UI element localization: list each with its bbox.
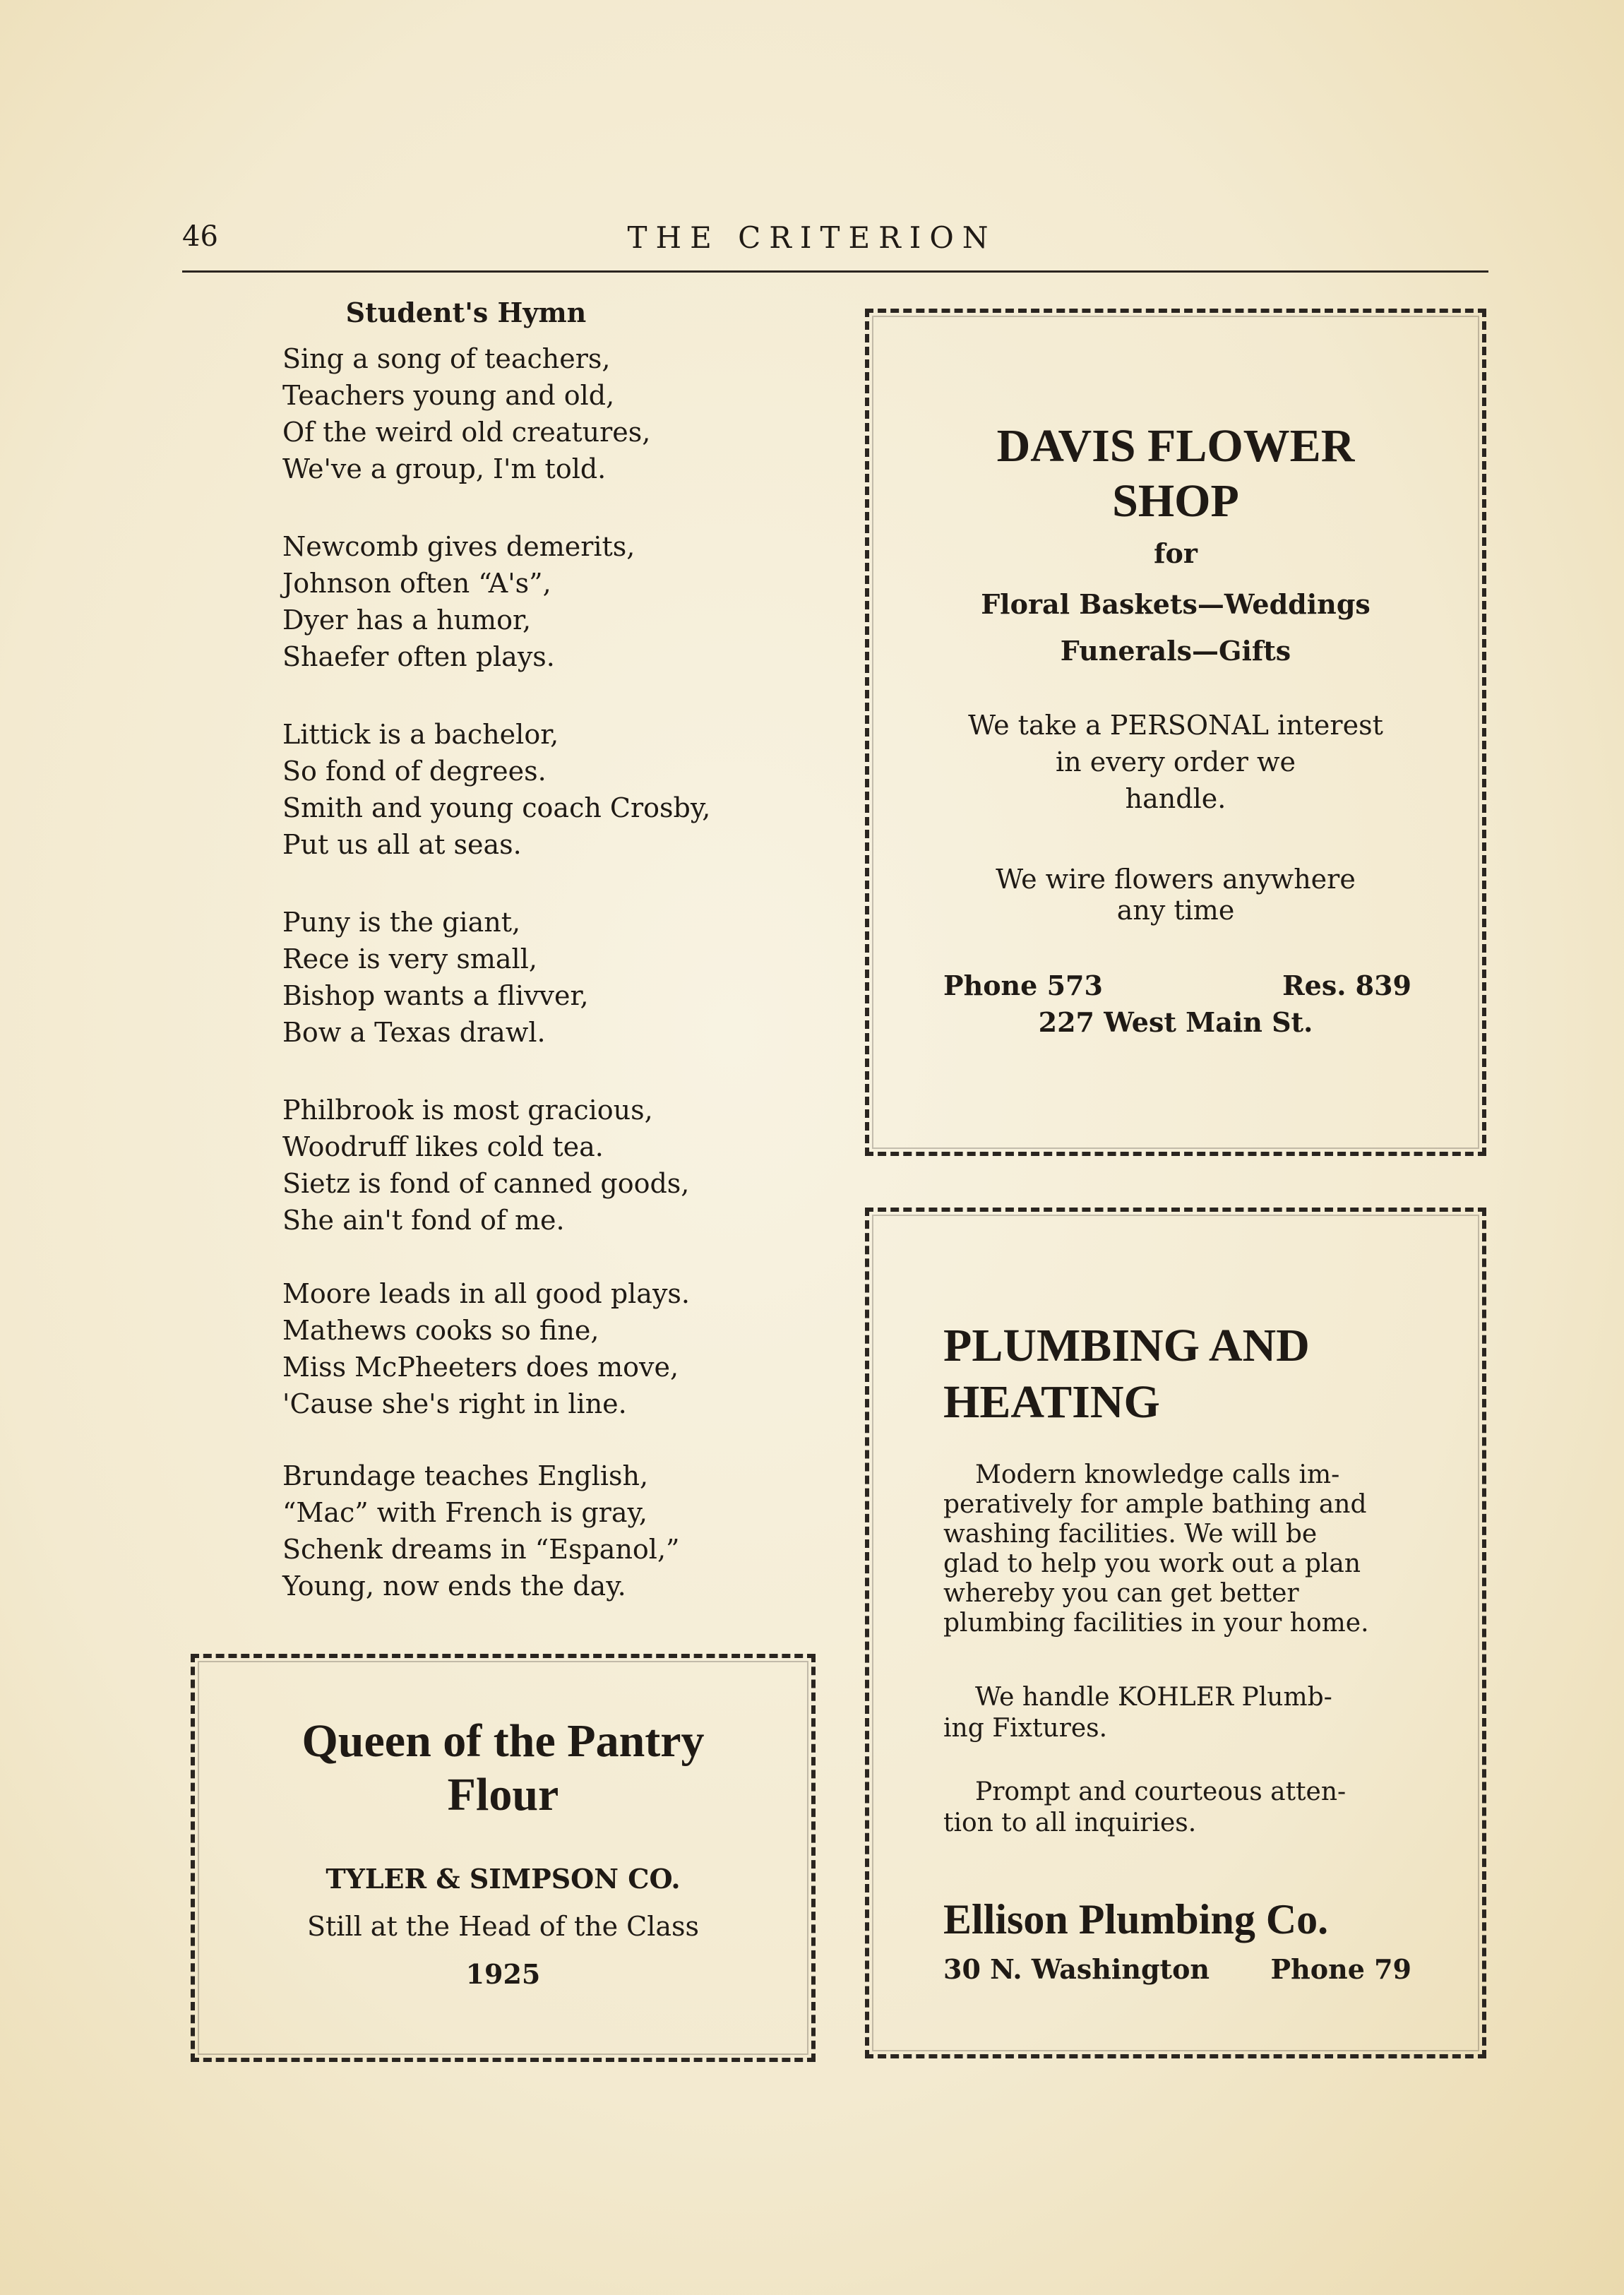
poem-line: Brundage teaches English, (282, 1460, 649, 1491)
poem-stanza-3 (282, 716, 777, 863)
poem-line: Rece is very small, (282, 943, 537, 974)
poem-line: Sing a song of teachers, (282, 343, 611, 374)
poem-stanza-5 (282, 1092, 777, 1239)
davis-ad-interest-line-2: in every order we (1056, 746, 1296, 777)
plumbing-ad-title-line-1: PLUMBING AND (943, 1320, 1310, 1371)
queen-ad-title-line-1: Queen of the Pantry (301, 1715, 705, 1767)
poem-line: Shaefer often plays. (282, 641, 555, 672)
poem-line: Put us all at seas. (282, 829, 522, 860)
poem-line: Johnson often “A's”, (282, 568, 551, 599)
davis-ad-wire (869, 864, 1482, 926)
poem-line: Schenk dreams in “Espanol,” (282, 1534, 680, 1565)
davis-ad-services-line-2: Funerals—Gifts (1060, 635, 1291, 667)
plumbing-ad-text-line: Modern knowledge calls im- (975, 1460, 1340, 1489)
poem-stanza-4 (282, 904, 777, 1051)
poem-line: Bishop wants a flivver, (282, 980, 589, 1011)
poem-line: Puny is the giant, (282, 907, 521, 938)
queen-ad-title (195, 1715, 811, 1822)
plumbing-ad-text-line: peratively for ample bathing and (943, 1490, 1367, 1519)
plumbing-ad-text-line: Prompt and courteous atten- (975, 1777, 1347, 1806)
davis-ad-title-line-2: SHOP (1112, 475, 1239, 527)
queen-ad-company: TYLER & SIMPSON CO. (326, 1863, 681, 1895)
plumbing-ad-text-line: plumbing facilities in your home. (943, 1609, 1369, 1638)
davis-ad-interest-line-3: handle. (1125, 783, 1226, 814)
poem-title: Student's Hymn (345, 297, 587, 328)
poem-stanza-2 (282, 528, 777, 675)
davis-ad-interest (869, 707, 1482, 817)
davis-ad-title (869, 419, 1482, 529)
plumbing-heating-ad (865, 1208, 1486, 2058)
plumbing-ad-title (943, 1318, 1310, 1431)
poem-line: Dyer has a humor, (282, 604, 532, 636)
davis-ad-wire-line-1: We wire flowers anywhere (996, 864, 1356, 895)
poem-line: Littick is a bachelor, (282, 719, 559, 750)
davis-flower-shop-ad (865, 309, 1486, 1156)
poem-line: 'Cause she's right in line. (282, 1388, 627, 1419)
plumbing-ad-phone: Phone 79 (1270, 1953, 1411, 1985)
plumbing-ad-text-line: glad to help you work out a plan (943, 1549, 1361, 1578)
davis-ad-services-line-1: Floral Baskets—Weddings (981, 588, 1371, 620)
poem-line: She ain't fond of me. (282, 1205, 565, 1236)
poem-line: Smith and young coach Crosby, (282, 792, 711, 823)
poem-line: Moore leads in all good plays. (282, 1278, 691, 1309)
poem-line: We've a group, I'm told. (282, 453, 607, 484)
plumbing-ad-paragraph-2 (943, 1682, 1332, 1744)
running-head: THE CRITERION (627, 220, 997, 255)
plumbing-ad-paragraph-1 (943, 1460, 1423, 1638)
poem-line: Teachers young and old, (282, 380, 615, 411)
plumbing-ad-text-line: We handle KOHLER Plumb- (975, 1683, 1332, 1712)
queen-ad-slogan: Still at the Head of the Class (306, 1911, 700, 1942)
plumbing-ad-address: 30 N. Washington (943, 1953, 1210, 1985)
poem-line: Of the weird old creatures, (282, 417, 651, 448)
poem-line: Bow a Texas drawl. (282, 1017, 546, 1048)
plumbing-ad-text-line: ing Fixtures. (943, 1714, 1108, 1743)
davis-ad-phone: Phone 573 (943, 970, 1103, 1001)
poem-line: Miss McPheeters does move, (282, 1352, 679, 1383)
plumbing-ad-text-line: tion to all inquiries. (943, 1808, 1197, 1837)
davis-ad-interest-line-1: We take a PERSONAL interest (968, 710, 1383, 741)
poem-stanza-1 (282, 340, 777, 487)
plumbing-ad-text-line: whereby you can get better (943, 1579, 1299, 1608)
plumbing-ad-title-line-2: HEATING (943, 1376, 1160, 1428)
poem-line: Young, now ends the day. (282, 1570, 626, 1602)
davis-ad-title-line-1: DAVIS FLOWER (996, 420, 1355, 472)
davis-ad-for: for (1154, 537, 1198, 569)
poem-stanza-6 (282, 1275, 777, 1422)
poem-stanza-7 (282, 1458, 777, 1604)
header-rule (182, 270, 1488, 273)
davis-ad-address: 227 West Main St. (1038, 1006, 1313, 1038)
poem-line: Mathews cooks so fine, (282, 1315, 599, 1346)
queen-ad-year: 1925 (465, 1958, 541, 1990)
poem-line: Sietz is fond of canned goods, (282, 1168, 690, 1199)
davis-ad-services (869, 581, 1482, 674)
queen-of-the-pantry-ad (191, 1654, 816, 2062)
poem-line: “Mac” with French is gray, (282, 1497, 647, 1528)
plumbing-ad-text-line: washing facilities. We will be (943, 1520, 1318, 1549)
poem-line: Newcomb gives demerits, (282, 531, 635, 562)
queen-ad-title-line-2: Flour (447, 1769, 559, 1820)
poem-line: So fond of degrees. (282, 756, 547, 787)
plumbing-ad-company: Ellison Plumbing Co. (943, 1896, 1329, 1943)
plumbing-ad-paragraph-3 (943, 1777, 1346, 1839)
poem-line: Woodruff likes cold tea. (282, 1131, 604, 1162)
davis-ad-wire-line-2: any time (1116, 895, 1235, 926)
page-number: 46 (182, 220, 218, 253)
poem-line: Philbrook is most gracious, (282, 1095, 653, 1126)
davis-ad-res: Res. 839 (1282, 970, 1411, 1001)
